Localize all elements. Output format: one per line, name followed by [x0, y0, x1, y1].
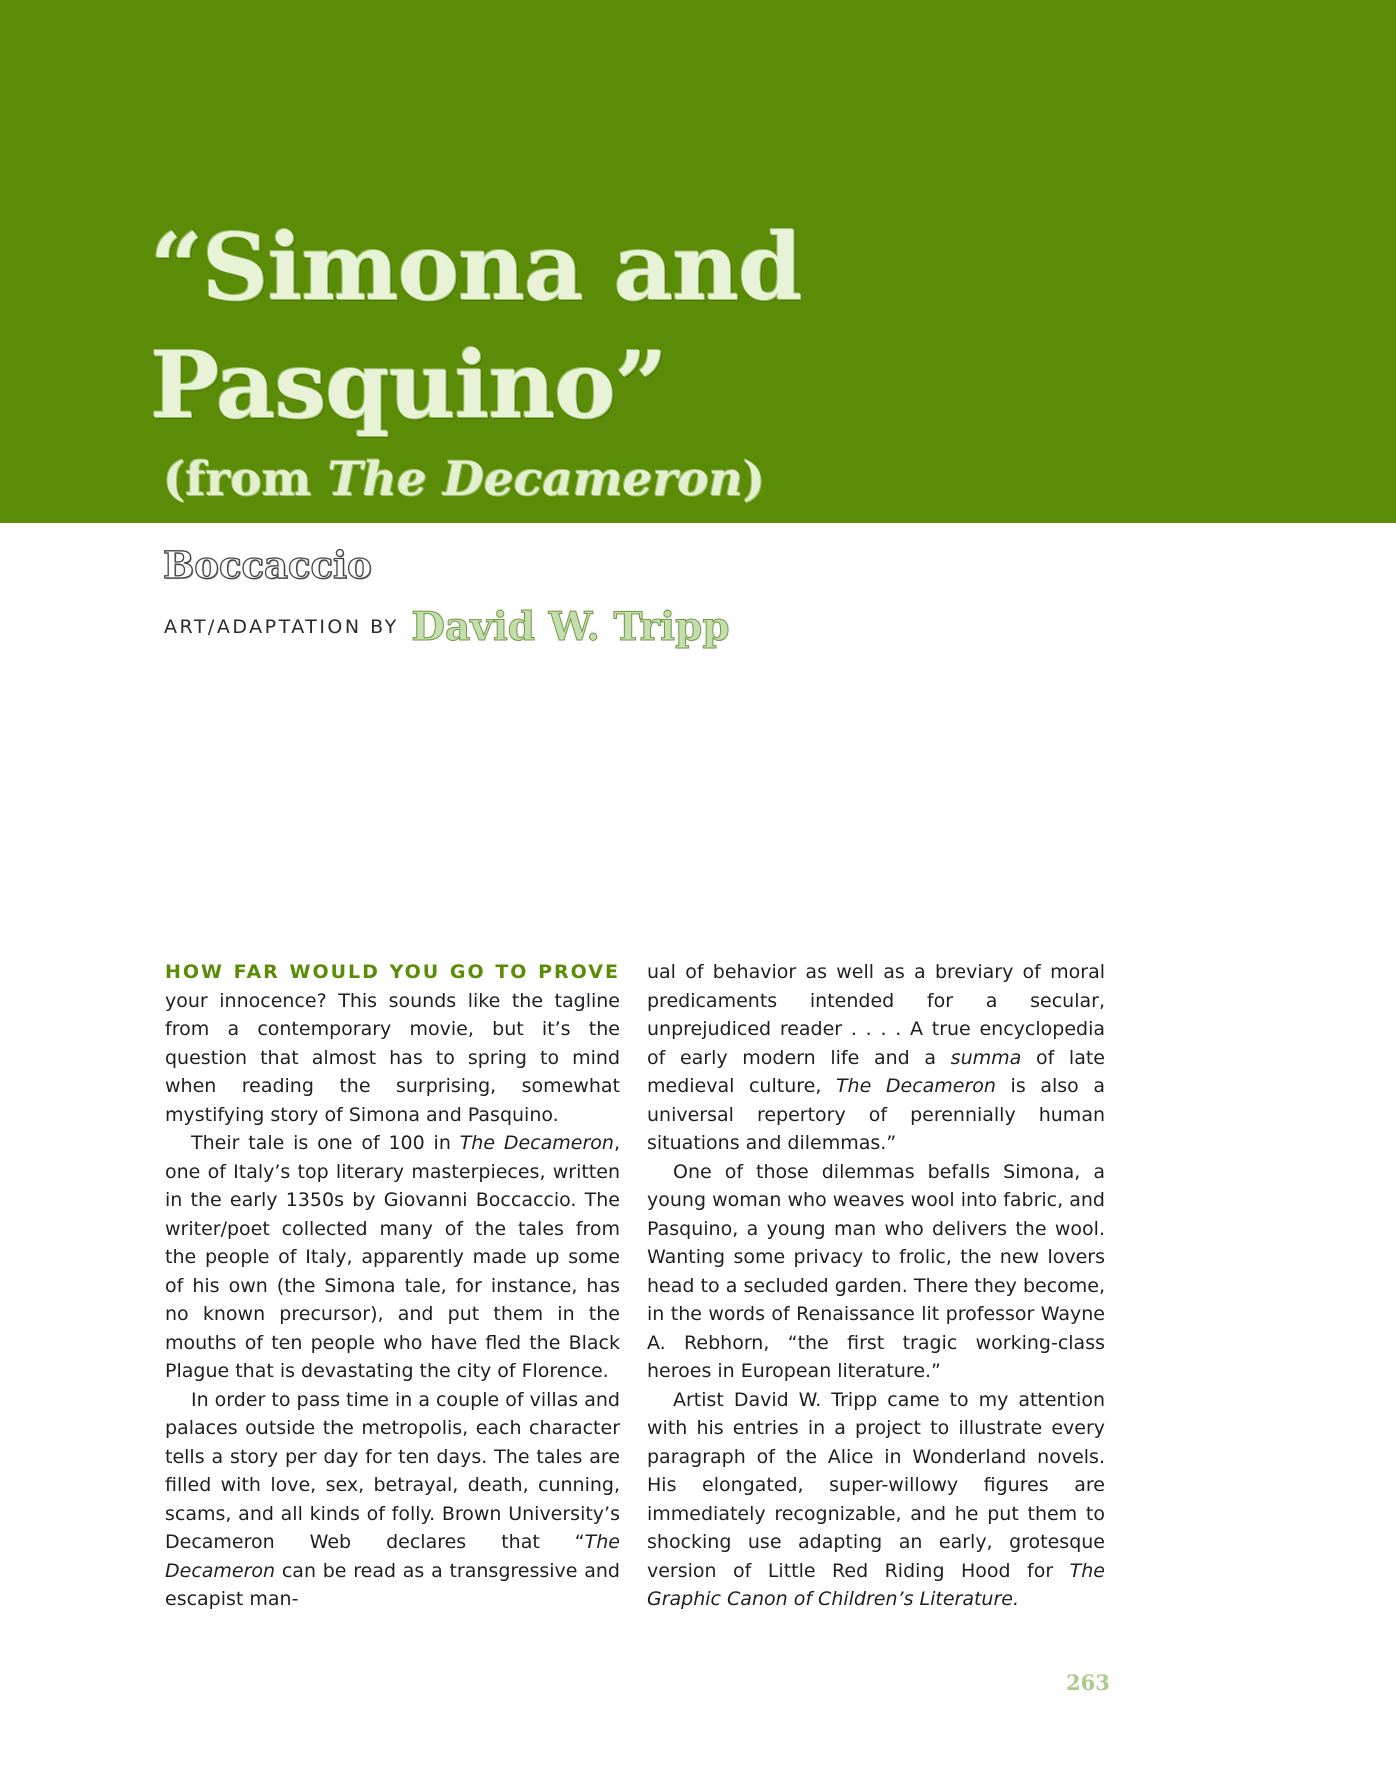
intro-text — [165, 958, 1105, 1610]
title-banner — [0, 0, 1396, 523]
page-number: 263 — [1066, 1670, 1110, 1695]
paragraph-text: is also a universal repertory of perennially human situations and dilemmas.” — [647, 1075, 1105, 1154]
left-column — [165, 958, 620, 1614]
right-column — [647, 958, 1105, 1614]
italic-term: summa — [950, 1046, 1022, 1069]
page-title — [150, 208, 1250, 444]
subtitle-close: ) — [742, 452, 765, 507]
author-name: Boccaccio — [163, 543, 372, 587]
subtitle-open: (from — [163, 452, 328, 507]
paragraph-text: Artist David W. Tripp came to my attention with his entries in a project to illustrate every paragraph of the Alice in Wonderland novels. His elongated, super-willowy figures are immediately recognizable, and he put them to shocking use adapting an early, grotesque version of Little Red Riding Hood for — [647, 1388, 1105, 1582]
credit-artist-name: David W. Tripp — [411, 604, 730, 650]
italic-title: The Graphic Canon of Children’s Literature. — [647, 1559, 1105, 1610]
adaptation-credit — [164, 604, 730, 656]
paragraph: One of those dilemmas befalls Simona, a young woman who weaves wool into fabric, and Pasquino, a young man who delivers the wool. Wanting some privacy to frolic, the new lovers head to a secluded garden. There they become, in the words of Renaissance lit professor Wayne A. Rebhorn, “the first tragic working-class heroes in European literature.” — [647, 1160, 1105, 1382]
subtitle-work-title: The Decameron — [327, 452, 743, 507]
title-line-1: “Simona and — [150, 213, 802, 321]
paragraph-text: can be read as a transgressive and escapist man- — [165, 1559, 620, 1610]
italic-title: The Decameron — [165, 1531, 620, 1582]
italic-title: The Decameron — [459, 1132, 614, 1154]
paragraph-text: of late medieval culture, — [647, 1046, 1105, 1097]
paragraph — [647, 1386, 1105, 1614]
paragraph — [165, 958, 620, 1129]
paragraph-text: your innocence? This sounds like the tagline from a contemporary movie, but it’s the question that almost has to spring to mind when reading the surprising, somewhat mystifying story of Simona and Pasquino. — [165, 989, 620, 1126]
paragraph — [647, 958, 1105, 1158]
paragraph-text: Their tale is one of 100 in — [191, 1132, 460, 1154]
credit-label: ART/ADAPTATION BY — [164, 616, 399, 638]
lead-in: HOW FAR WOULD YOU GO TO PROVE — [165, 961, 620, 983]
paragraph — [165, 1129, 620, 1386]
paragraph-text: In order to pass time in a couple of villas and palaces outside the metropolis, each character tells a story per day for ten days. The tales are filled with love, sex, betrayal, death, cunning, scams, and all kinds of folly. Brown University’s Decameron Web declares that “ — [165, 1388, 620, 1553]
paragraph-text: ual of behavior as well as a breviary of moral predicaments intended for a secular, unprejudiced reader . . . . A true encyclopedia of early modern life and a — [647, 961, 1105, 1069]
page-subtitle — [163, 450, 1263, 510]
title-line-2: Pasquino” — [150, 331, 667, 439]
paragraph — [165, 1386, 620, 1614]
italic-title: The Decameron — [835, 1075, 996, 1097]
paragraph-text: , one of Italy’s top literary masterpieces, written in the early 1350s by Giovanni Boccaccio. The writer/poet collected many of the tales from the people of Italy, apparently made up some of his own (the Simona tale, for instance, has no known precursor), and put them in the mouths of ten people who have fled the Black Plague that is devastating the city of Florence. — [165, 1132, 620, 1382]
